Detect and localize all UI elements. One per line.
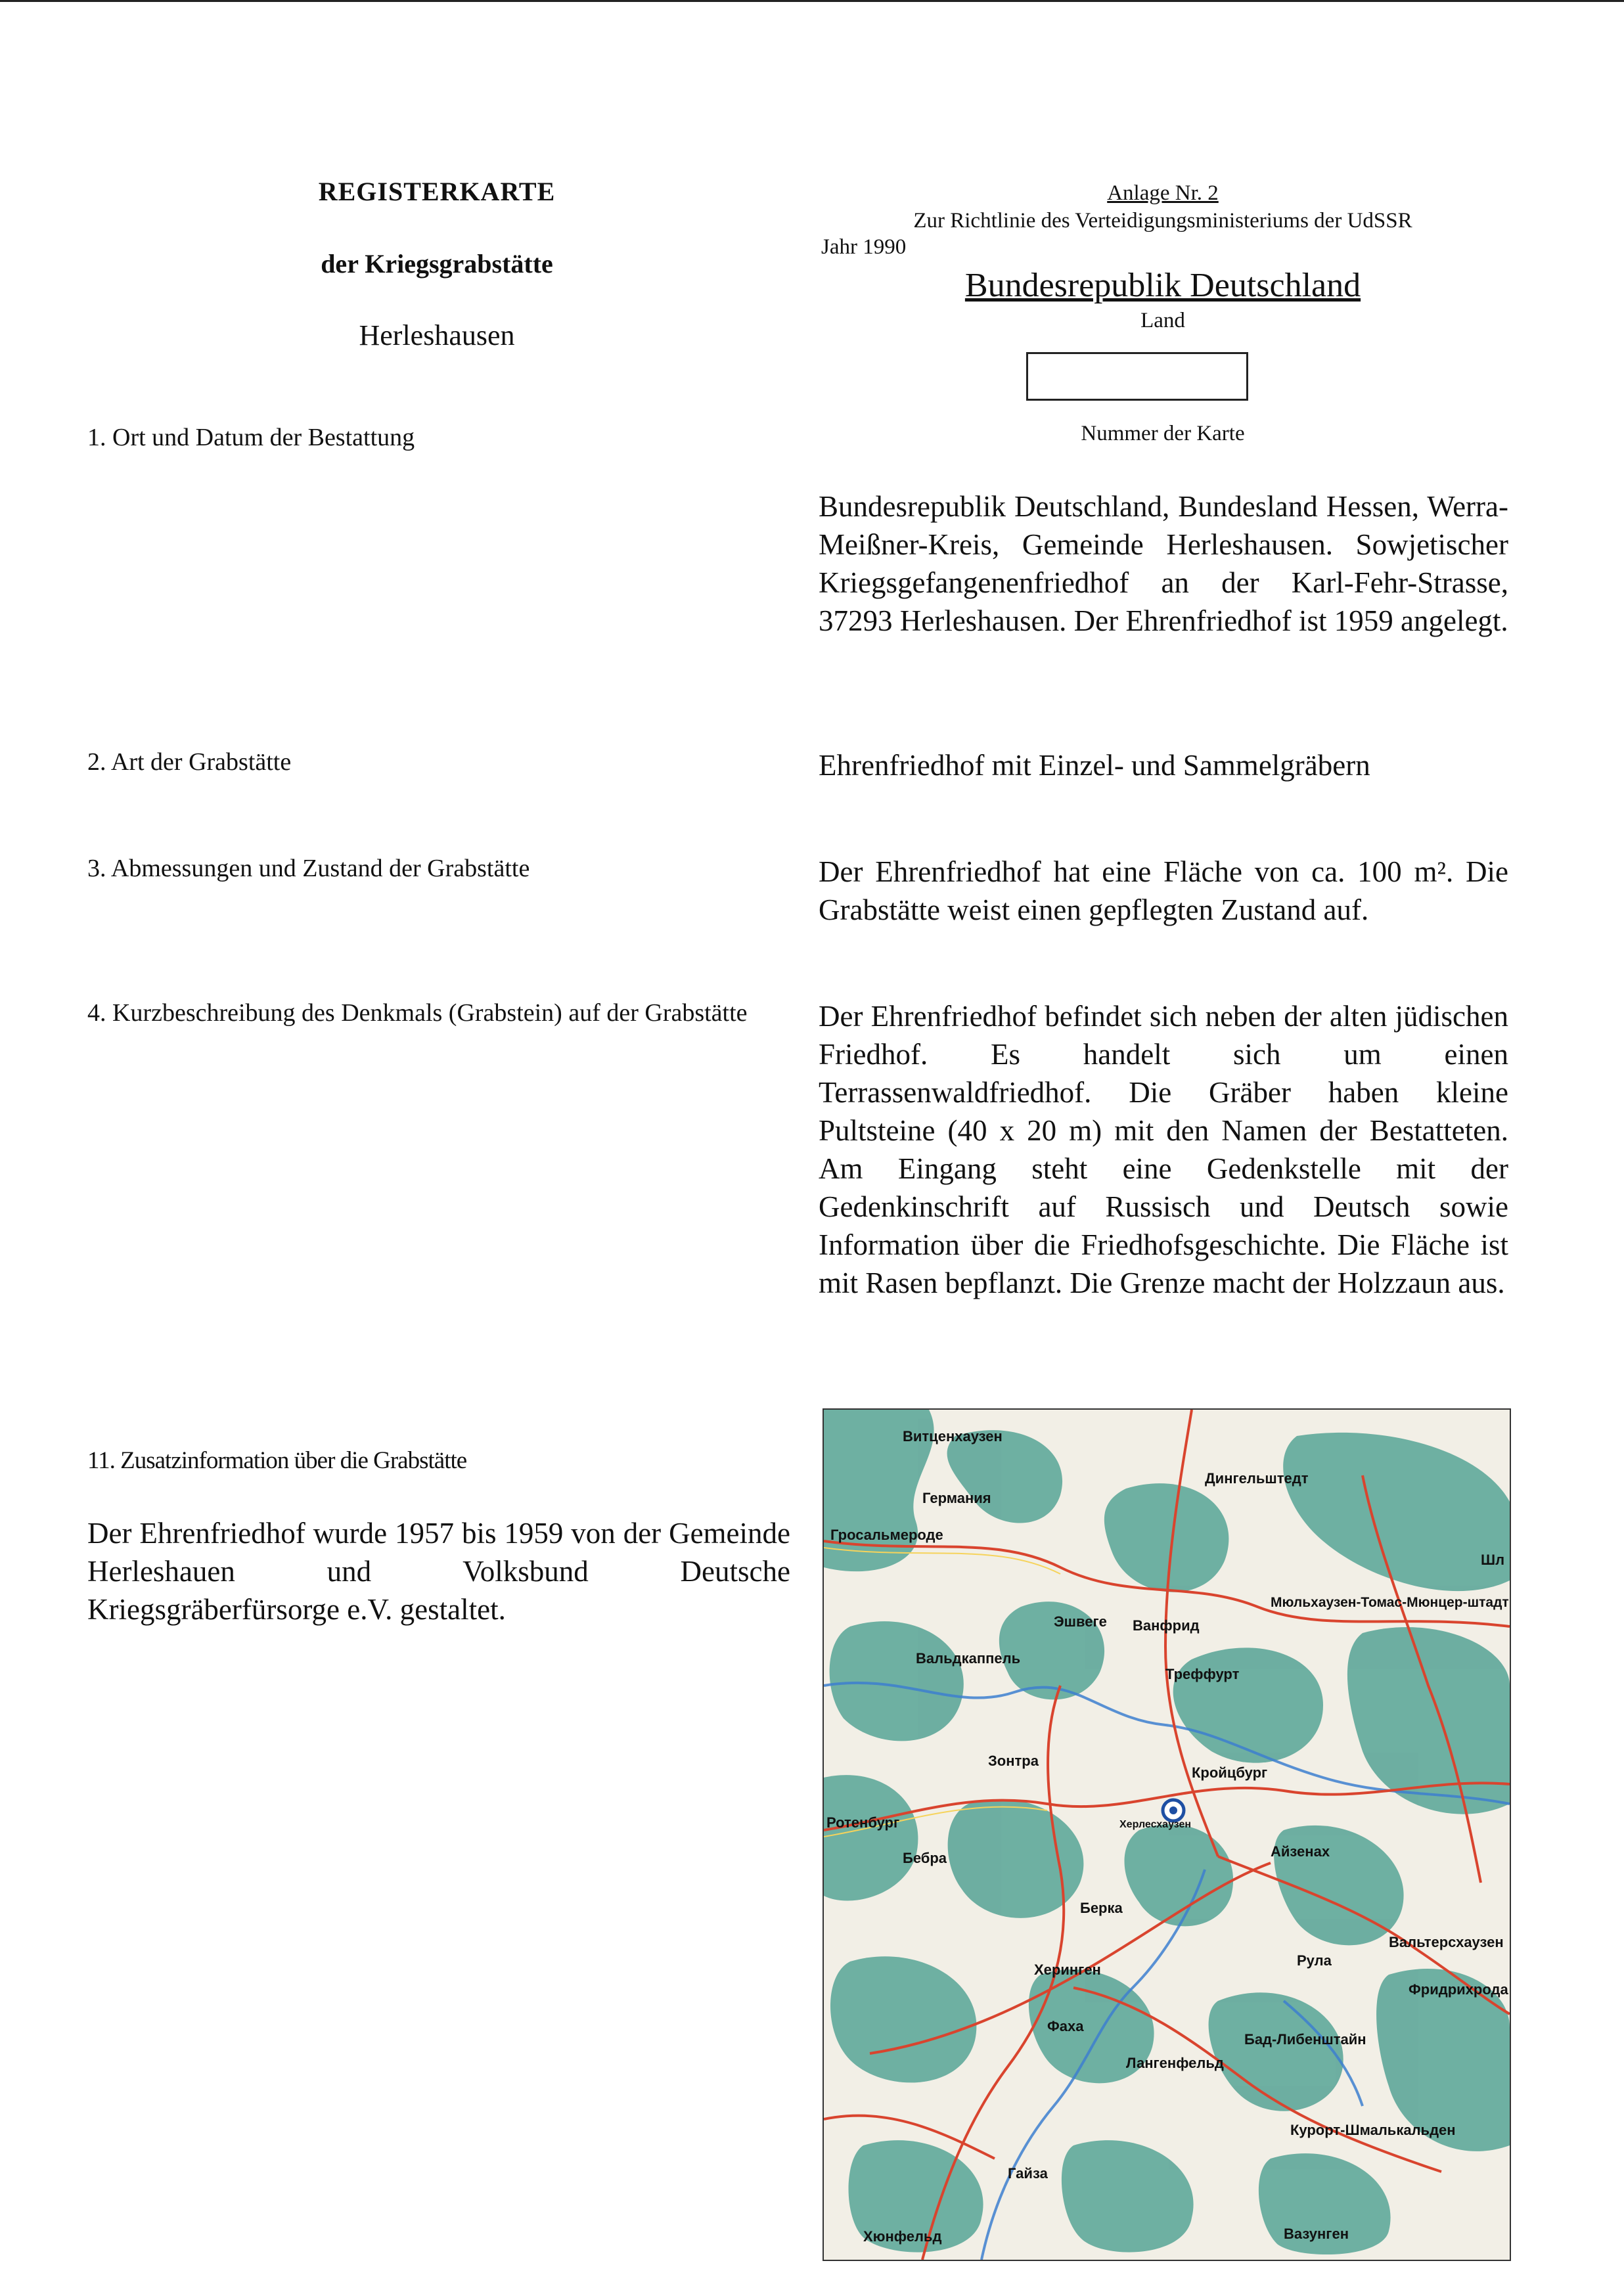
top-border-line xyxy=(0,0,1624,2)
map-label-rotenburg: Ротенбург xyxy=(826,1814,900,1831)
map-label-heringen: Херинген xyxy=(1034,1961,1101,1978)
section-label-memorial: 4. Kurzbeschreibung des Denkmals (Grabstein) auf der Grabstätte xyxy=(87,999,748,1027)
section-label-additional-info: 11. Zusatzinformation über die Grabstätte xyxy=(87,1447,467,1474)
map-label-friedrichroda: Фридрихрода xyxy=(1409,1981,1508,1998)
section-text-grave-type: Ehrenfriedhof mit Einzel- und Sammelgräbern xyxy=(819,749,1370,782)
place-name: Herleshausen xyxy=(359,319,515,351)
map-label-shl: Шл xyxy=(1481,1552,1505,1568)
map-label-huenfeld: Хюнфельд xyxy=(863,2228,942,2245)
map-label-kreuzburg: Кройцбург xyxy=(1192,1764,1268,1781)
map-label-bad-liebenstein: Бад-Либенштайн xyxy=(1244,2031,1366,2048)
additional-info-text: Der Ehrenfriedhof wurde 1957 bis 1959 von der Gemeinde Herleshauen und Volksbund Deutsche Kriegsgräberfürsorge e.V. gestaltet. xyxy=(87,1517,790,1626)
section-text-burial-place: Bundesrepublik Deutschland, Bundesland Hessen, Werra-Meißner-Kreis, Gemeinde Herleshausen. Sowjetischer Kriegsgefangenenfriedhof an der Karl-Fehr-Strasse, 37293 Herleshausen. Der Ehrenfriedhof ist 1959 angelegt. xyxy=(819,490,1508,637)
location-map-graphic xyxy=(824,1410,1510,2260)
map-label-wanfried: Ванфрид xyxy=(1133,1617,1200,1634)
anlage-number: Anlage Nr. 2 xyxy=(1107,181,1219,205)
map-label-eisenach: Айзенах xyxy=(1271,1843,1330,1860)
directive-year: Jahr 1990 xyxy=(821,235,907,259)
map-label-waltershausen: Вальтерсхаузен xyxy=(1389,1934,1504,1950)
map-label-dingelstaedt: Дингельштедт xyxy=(1205,1470,1309,1487)
location-pin-icon xyxy=(1163,1800,1184,1821)
map-label-eschwege: Эшвеге xyxy=(1054,1613,1107,1630)
map-label-sontra: Зонтра xyxy=(988,1753,1039,1769)
map-label-langenfeld: Лангенфельд xyxy=(1126,2055,1224,2071)
directive-reference: Zur Richtlinie des Verteidigungsministeriums der UdSSR xyxy=(913,209,1412,233)
section-text-memorial: Der Ehrenfriedhof befindet sich neben der alten jüdischen Friedhof. Es handelt sich um einen Terrassenwaldfriedhof. Die Gräber haben kleine Pultsteine (40 x 20 m) mit den Namen der Bestatteten. Am Eingang steht eine Gedenkstelle mit der Gedenkinschrift auf Russisch und Deutsch sowie Information über die Friedhofsgeschichte. Die Fläche ist mit Rasen bepflanzt. Die Grenze macht der Holzzaun aus. xyxy=(819,1000,1508,1299)
map-label-muehlhausen: Мюльхаузен-Томас-Мюнцер-штадт xyxy=(1271,1595,1509,1610)
map-label-geisa: Гайза xyxy=(1008,2165,1048,2182)
section-text-dimensions: Der Ehrenfriedhof hat eine Fläche von ca. 100 m². Die Grabstätte weist einen gepflegten Zustand auf. xyxy=(819,855,1508,926)
map-label-grossalmerode: Гросальмероде xyxy=(830,1527,943,1543)
section-label-grave-type: 2. Art der Grabstätte xyxy=(87,748,292,776)
map-label-herleshausen: Херлесхаузен xyxy=(1119,1819,1192,1830)
card-number-box xyxy=(1026,352,1248,401)
document-title: REGISTERKARTE xyxy=(318,177,556,206)
map-label-berka: Берка xyxy=(1080,1900,1123,1916)
map-label-wasungen: Вазунген xyxy=(1284,2226,1349,2242)
map-label-schmalkalden: Курорт-Шмалькальден xyxy=(1290,2122,1456,2138)
map-label-vacha: Фаха xyxy=(1047,2018,1084,2034)
map-label-waldkappel: Вальдкаппель xyxy=(916,1650,1021,1667)
location-map xyxy=(823,1408,1511,2261)
map-label-bebra: Бебра xyxy=(903,1850,947,1866)
country-name: Bundesrepublik Deutschland xyxy=(964,267,1361,304)
section-label-burial-place: 1. Ort und Datum der Bestattung xyxy=(87,424,415,451)
map-label-germany: Германия xyxy=(922,1490,991,1506)
map-label-vitzenhausen: Витценхаузен xyxy=(903,1428,1003,1445)
card-number-caption: Nummer der Karte xyxy=(1081,422,1245,445)
section-label-dimensions: 3. Abmessungen und Zustand der Grabstätte xyxy=(87,855,530,882)
map-label-treffurt: Треффурт xyxy=(1165,1666,1240,1682)
map-label-ruhla: Рула xyxy=(1297,1952,1332,1969)
document-subtitle: der Kriegsgrabstätte xyxy=(321,249,553,279)
land-caption: Land xyxy=(1140,309,1185,332)
